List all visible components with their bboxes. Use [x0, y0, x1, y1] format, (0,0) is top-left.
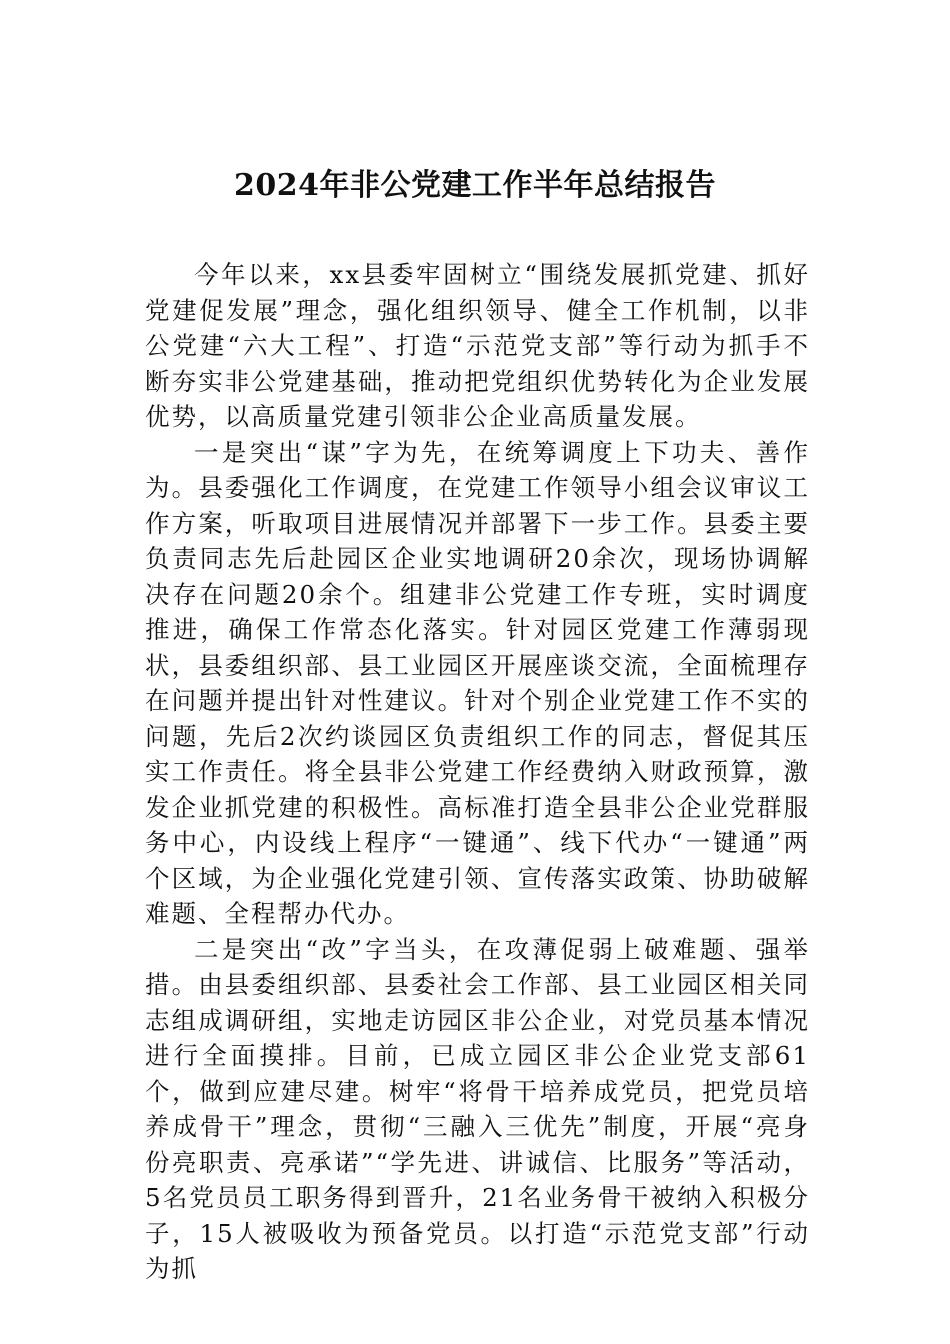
paragraph-intro: 今年以来，xx县委牢固树立“围绕发展抓党建、抓好党建促发展”理念，强化组织领导、健全工作机制，以非公党建“六大工程”、打造“示范党支部”等行动为抓手不断夯实非公党建基础，推动把党组织优势转化为企业发展优势，以高质量党建引领非公企业高质量发展。 — [145, 260, 810, 431]
document-title: 2024年非公党建工作半年总结报告 — [234, 168, 716, 203]
document-body — [145, 257, 810, 1287]
paragraph-section-two: 二是突出“改”字当头，在攻薄促弱上破难题、强举措。由县委组织部、县委社会工作部、县工业园区相关同志组成调研组，实地走访园区非公企业，对党员基本情况进行全面摸排。目前，已成立园区非公企业党支部61个，做到应建尽建。树牢“将骨干培养成党员，把党员培养成骨干”理念，贯彻“三融入三优先”制度，开展“亮身份亮职责、亮承诺”“学先进、讲诚信、比服务”等活动，5名党员员工职务得到晋升，21名业务骨干被纳入积极分子，15人被吸收为预备党员。以打造“示范党支部”行动为抓 — [145, 934, 810, 1283]
paragraph-section-one: 一是突出“谋”字为先，在统筹调度上下功夫、善作为。县委强化工作调度，在党建工作领导小组会议审议工作方案，听取项目进展情况并部署下一步工作。县委主要负责同志先后赴园区企业实地调研20余次，现场协调解决存在问题20余个。组建非公党建工作专班，实时调度推进，确保工作常态化落实。针对园区党建工作薄弱现状，县委组织部、县工业园区开展座谈交流，全面梳理存在问题并提出针对性建议。针对个别企业党建工作不实的问题，先后2次约谈园区负责组织工作的同志，督促其压实工作责任。将全县非公党建工作经费纳入财政预算，激发企业抓党建的积极性。高标准打造全县非公企业党群服务中心，内设线上程序“一键通”、线下代办“一键通”两个区域，为企业强化党建引领、宣传落实政策、协助破解难题、全程帮办代办。 — [145, 437, 810, 928]
